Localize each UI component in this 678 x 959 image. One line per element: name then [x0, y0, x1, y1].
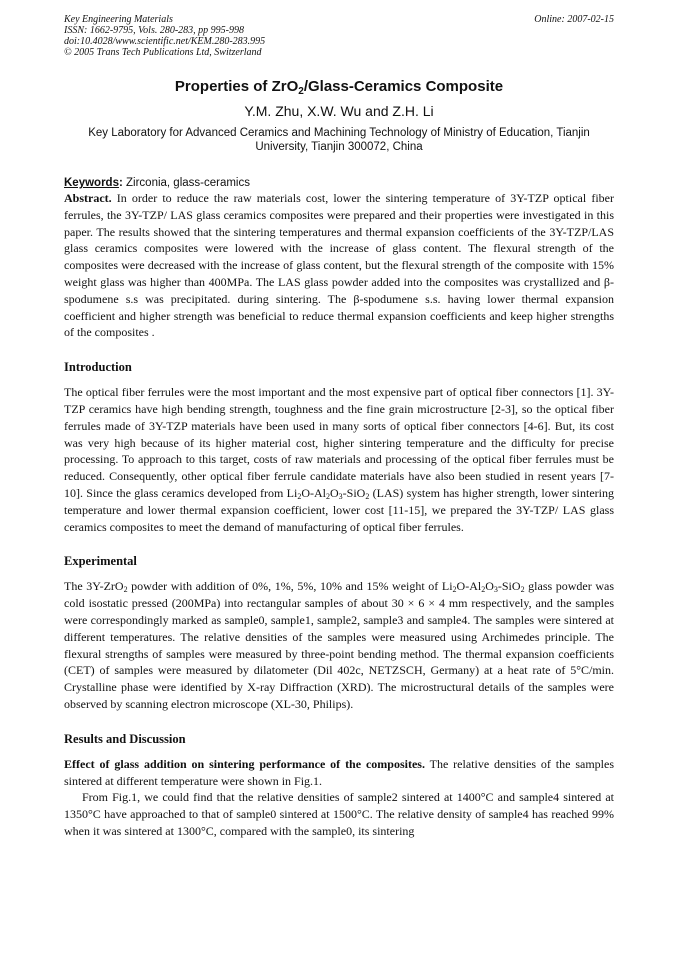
- affiliation-line-1: Key Laboratory for Advanced Ceramics and Machining Technology of Ministry of Education, Tianjin: [88, 127, 590, 139]
- affiliation: [64, 126, 614, 154]
- doi-line[interactable]: doi:10.4028/www.scientific.net/KEM.280-283.995: [64, 36, 266, 47]
- journal-page: [64, 14, 614, 840]
- results-paragraph-2: From Fig.1, we could find that the relative densities of sample2 sintered at 1400°C and sample4 sintered at 1350°C have approached to that of sample0 sintered at 1500°C. The relative density of sample4 has reached 99% when it was sintered at 1300°C, compared with the sample0, its sintering: [64, 790, 614, 838]
- copyright-line: © 2005 Trans Tech Publications Ltd, Switzerland: [64, 47, 262, 58]
- results-heading: Results and Discussion: [64, 731, 186, 746]
- keywords-text: Zirconia, glass-ceramics: [122, 177, 250, 189]
- introduction-paragraph: The optical fiber ferrules were the most important and the most expensive part of optical fiber connectors [1]. 3Y-TZP ceramics have high bending strength, toughness and the fine grain microstructure [2-3], so the optical fiber ferrules made of 3Y-TZP materials have been used in many sorts of optical fiber connectors [4-6]. But, its cost was very high because of its higher material cost, higher sintering temperature and the difficulty for precise processing. To approach to this target, costs of raw materials and processing of the optical fiber ferrules must be reduced. Consequently, other optical fiber ferrule candidate materials have also been studied in resent years [7-10]. Since the glass ceramics developed from $Li_2O-Al_2O_3-SiO_2$ (LAS) system has higher strength, lower sintering temperature and lower thermal expansion coefficient, lower cost [11-15], we prepared the 3Y-TZP/ LAS glass ceramics composites to meet the demand of manufacturing of optical fiber ferrules.: [64, 385, 615, 534]
- online-date: Online: 2007-02-15: [534, 14, 614, 25]
- authors: Y.M. Zhu, X.W. Wu and Z.H. Li: [244, 103, 434, 119]
- experimental-paragraph: The 3Y-ZrO$_2$ powder with addition of 0%, 1%, 5%, 10% and 15% weight of $Li_2O-Al_2O_3-SiO_2$ glass powder was cold isostatic pressed (200MPa) into rectangular samples of about 30 × 6 × 4 mm respectively, and the samples were correspondingly marked as sample0, sample1, sample2, sample3 and sample4. The samples were sintered at different temperatures. The relative densities of the samples were measured using Archimedes principle. The flexural strengths of samples were measured by three-point bending method. The thermal expansion coefficients (CET) of samples were measured by dilatometer (Dil 402c, NETZSCH, Germany) at a heat rate of 5°C/min. Crystalline phase were identified by X-ray Diffraction (XRD). The microstructural details of the samples were observed by scanning electron microscope (XL-30, Philips).: [64, 579, 614, 711]
- keywords: Keywords: Zirconia, glass-ceramics: [64, 177, 250, 189]
- paper-title: Properties of ZrO$_2$/Glass-Ceramics Composite: [174, 78, 504, 97]
- journal-name: Key Engineering Materials: [64, 14, 173, 25]
- experimental-heading: Experimental: [64, 554, 137, 569]
- affiliation-line-2: University, Tianjin 300072, China: [255, 141, 423, 153]
- abstract: Abstract. In order to reduce the raw materials cost, lower the sintering temperature of 3Y-TZP optical fiber ferrules, the 3Y-TZP/ LAS glass ceramics composites were prepared and their properties were investigated in this paper. The results showed that the sintering temperatures and thermal expansion coefficients of the 3Y-TZP/LAS glass ceramics composites were lowered with the increase of glass content. The flexural strength of the composites were decreased with the increase of glass content, but the flexural strength of the composite with 15% weight glass was higher than 400MPa. The LAS glass powder added into the composites was crystallized and β-spodumene s.s was precipitated. during sintering. The β-spodumene s.s. having lower thermal expansion coefficient and higher strength was beneficial to reduce thermal expansion coefficients and keep higher strengths of the composites .: [64, 191, 614, 340]
- journal-header: [64, 14, 614, 25]
- results-subheading: Effect of glass addition on sintering performance of the composites.: [64, 756, 425, 771]
- keywords-label: Keywords: [64, 177, 119, 189]
- introduction-heading: Introduction: [64, 360, 132, 375]
- issn-line: ISSN: 1662-9795, Vols. 280-283, pp 995-998: [64, 25, 244, 36]
- abstract-label: Abstract.: [64, 191, 112, 205]
- results-paragraph-1: Effect of glass addition on sintering performance of the composites. The relative densities of the samples sintered at different temperature were shown in Fig.1.: [64, 756, 614, 788]
